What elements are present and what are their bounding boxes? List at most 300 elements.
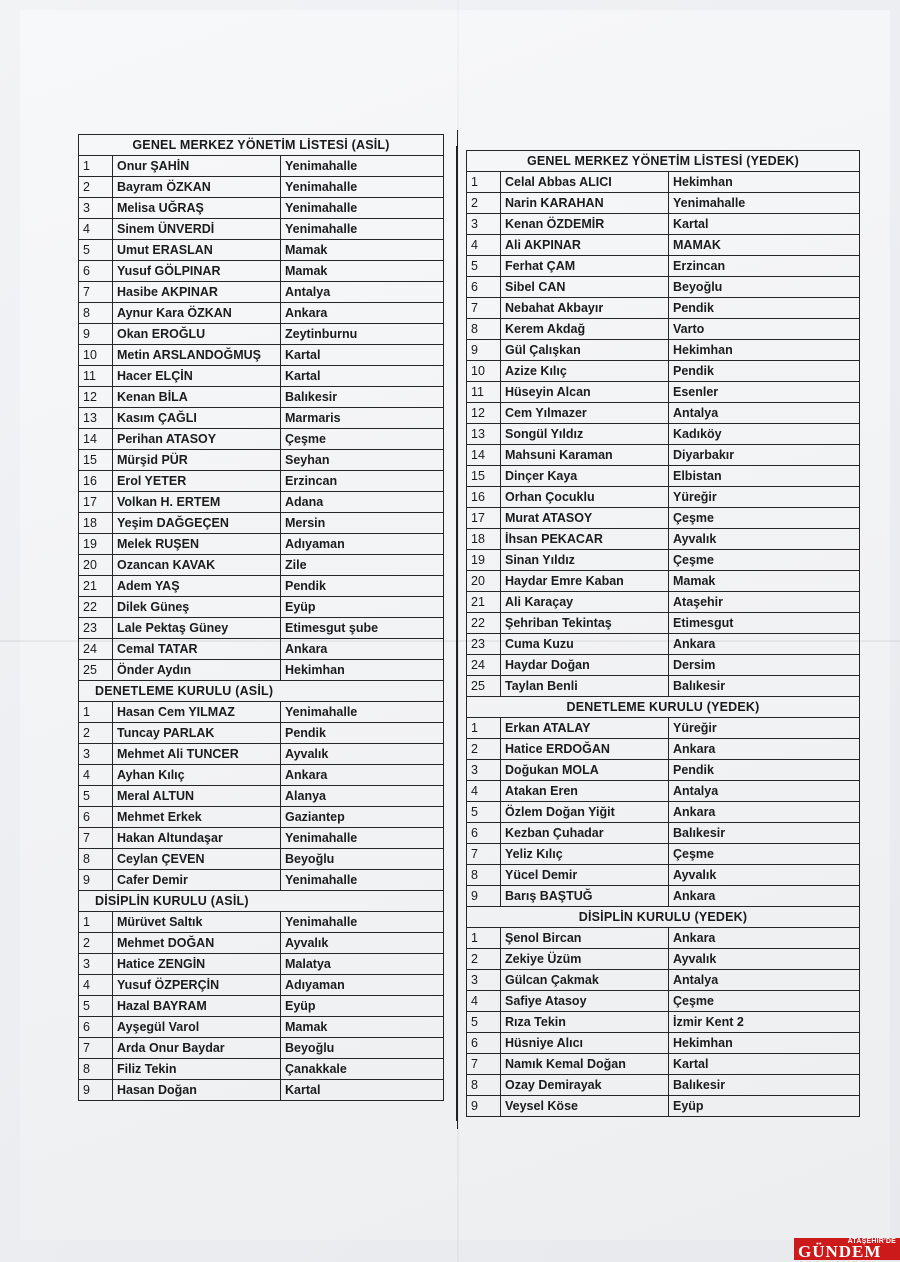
member-location: Etimesgut	[669, 613, 860, 634]
member-name: Sibel CAN	[501, 277, 669, 298]
left-column	[78, 134, 444, 1101]
table-row	[467, 760, 860, 781]
table-row	[467, 739, 860, 760]
row-number: 20	[79, 555, 113, 576]
row-number: 17	[79, 492, 113, 513]
member-name: Mehmet Erkek	[113, 807, 281, 828]
member-name: Yusuf GÖLPINAR	[113, 261, 281, 282]
table-row	[467, 886, 860, 907]
member-name: Gülcan Çakmak	[501, 970, 669, 991]
member-location: Erzincan	[281, 471, 444, 492]
table-row	[467, 445, 860, 466]
table-row	[467, 235, 860, 256]
member-name: Yeliz Kılıç	[501, 844, 669, 865]
table-row	[467, 361, 860, 382]
row-number: 18	[467, 529, 501, 550]
table-row	[79, 492, 444, 513]
member-location: Mamak	[281, 261, 444, 282]
row-number: 1	[467, 718, 501, 739]
member-name: Yeşim DAĞGEÇEN	[113, 513, 281, 534]
member-name: Songül Yıldız	[501, 424, 669, 445]
table-row	[79, 408, 444, 429]
section-title: DİSİPLİN KURULU (YEDEK)	[467, 907, 860, 928]
right-list-table	[466, 150, 860, 1117]
table-row	[79, 324, 444, 345]
table-row	[467, 466, 860, 487]
row-number: 4	[467, 991, 501, 1012]
member-name: Hazal BAYRAM	[113, 996, 281, 1017]
member-location: Ankara	[669, 802, 860, 823]
table-row	[79, 996, 444, 1017]
member-location: Yenimahalle	[281, 156, 444, 177]
member-location: Ayvalık	[669, 949, 860, 970]
table-row	[467, 193, 860, 214]
member-name: Mürşid PÜR	[113, 450, 281, 471]
left-list-table	[78, 134, 444, 1101]
table-row	[467, 949, 860, 970]
member-name: Rıza Tekin	[501, 1012, 669, 1033]
row-number: 17	[467, 508, 501, 529]
member-location: Hekimhan	[669, 172, 860, 193]
row-number: 14	[79, 429, 113, 450]
member-name: Tuncay PARLAK	[113, 723, 281, 744]
member-name: Cafer Demir	[113, 870, 281, 891]
table-row	[79, 702, 444, 723]
table-row	[79, 618, 444, 639]
section-title: DENETLEME KURULU (YEDEK)	[467, 697, 860, 718]
member-name: Dilek Güneş	[113, 597, 281, 618]
member-location: Beyoğlu	[281, 1038, 444, 1059]
row-number: 21	[467, 592, 501, 613]
row-number: 4	[79, 765, 113, 786]
member-location: Yenimahalle	[281, 870, 444, 891]
row-number: 22	[79, 597, 113, 618]
member-location: Mamak	[669, 571, 860, 592]
row-number: 6	[467, 277, 501, 298]
row-number: 24	[79, 639, 113, 660]
table-row	[467, 928, 860, 949]
row-number: 2	[79, 723, 113, 744]
table-row	[467, 382, 860, 403]
member-name: Hasibe AKPINAR	[113, 282, 281, 303]
table-row	[467, 1054, 860, 1075]
member-location: Varto	[669, 319, 860, 340]
member-name: Hüseyin Alcan	[501, 382, 669, 403]
row-number: 3	[467, 214, 501, 235]
row-number: 9	[467, 340, 501, 361]
row-number: 8	[79, 303, 113, 324]
member-location: Adana	[281, 492, 444, 513]
row-number: 4	[79, 975, 113, 996]
member-location: Ankara	[281, 765, 444, 786]
member-location: Zile	[281, 555, 444, 576]
table-row	[467, 592, 860, 613]
row-number: 10	[467, 361, 501, 382]
member-name: Erol YETER	[113, 471, 281, 492]
member-location: Ankara	[669, 739, 860, 760]
table-row	[79, 870, 444, 891]
member-location: Ayvalık	[669, 865, 860, 886]
member-location: Alanya	[281, 786, 444, 807]
row-number: 15	[467, 466, 501, 487]
member-location: Ankara	[281, 303, 444, 324]
table-row	[79, 345, 444, 366]
table-row	[467, 298, 860, 319]
row-number: 10	[79, 345, 113, 366]
row-number: 13	[79, 408, 113, 429]
row-number: 21	[79, 576, 113, 597]
member-location: Mamak	[281, 240, 444, 261]
row-number: 8	[79, 849, 113, 870]
row-number: 9	[467, 1096, 501, 1117]
row-number: 5	[79, 996, 113, 1017]
table-row	[467, 991, 860, 1012]
member-name: Filiz Tekin	[113, 1059, 281, 1080]
row-number: 3	[467, 760, 501, 781]
row-number: 9	[79, 1080, 113, 1101]
row-number: 5	[79, 786, 113, 807]
section-title: DENETLEME KURULU (ASİL)	[79, 681, 444, 702]
member-location: Yenimahalle	[281, 198, 444, 219]
member-name: Okan EROĞLU	[113, 324, 281, 345]
table-row	[79, 639, 444, 660]
table-row	[467, 571, 860, 592]
member-location: Antalya	[669, 970, 860, 991]
member-location: Kadıköy	[669, 424, 860, 445]
row-number: 7	[467, 844, 501, 865]
member-location: Çeşme	[669, 844, 860, 865]
member-name: Ayşegül Varol	[113, 1017, 281, 1038]
member-name: Yücel Demir	[501, 865, 669, 886]
member-location: Ankara	[669, 634, 860, 655]
section-title: GENEL MERKEZ YÖNETİM LİSTESİ (ASİL)	[79, 135, 444, 156]
right-column-border	[456, 146, 467, 1121]
row-number: 15	[79, 450, 113, 471]
member-location: Zeytinburnu	[281, 324, 444, 345]
table-row	[79, 1038, 444, 1059]
table-row	[79, 555, 444, 576]
member-location: Ayvalık	[281, 933, 444, 954]
member-location: Pendik	[669, 361, 860, 382]
table-row	[467, 844, 860, 865]
member-location: Seyhan	[281, 450, 444, 471]
table-row	[467, 802, 860, 823]
row-number: 5	[467, 256, 501, 277]
row-number: 5	[467, 802, 501, 823]
member-location: Yüreğir	[669, 718, 860, 739]
table-row	[467, 823, 860, 844]
member-name: Haydar Doğan	[501, 655, 669, 676]
table-row	[467, 529, 860, 550]
member-name: Cem Yılmazer	[501, 403, 669, 424]
member-location: Kartal	[281, 345, 444, 366]
row-number: 12	[467, 403, 501, 424]
member-location: Yenimahalle	[281, 219, 444, 240]
member-location: Balıkesir	[669, 823, 860, 844]
right-column	[466, 150, 860, 1117]
member-name: Kenan ÖZDEMİR	[501, 214, 669, 235]
member-location: Kartal	[669, 1054, 860, 1075]
member-location: Pendik	[669, 298, 860, 319]
row-number: 6	[79, 261, 113, 282]
member-location: Beyoğlu	[669, 277, 860, 298]
row-number: 7	[467, 298, 501, 319]
member-name: Atakan Eren	[501, 781, 669, 802]
table-row	[79, 513, 444, 534]
member-name: Azize Kılıç	[501, 361, 669, 382]
row-number: 1	[467, 928, 501, 949]
member-location: Balıkesir	[669, 676, 860, 697]
table-row	[79, 954, 444, 975]
table-row	[79, 387, 444, 408]
member-name: Hasan Cem YILMAZ	[113, 702, 281, 723]
table-row	[79, 156, 444, 177]
member-name: Şenol Bircan	[501, 928, 669, 949]
row-number: 6	[467, 1033, 501, 1054]
member-name: Murat ATASOY	[501, 508, 669, 529]
table-row	[79, 975, 444, 996]
member-location: Ankara	[281, 639, 444, 660]
table-row	[79, 261, 444, 282]
row-number: 3	[79, 744, 113, 765]
row-number: 25	[467, 676, 501, 697]
table-row	[79, 471, 444, 492]
member-name: Narin KARAHAN	[501, 193, 669, 214]
member-name: Önder Aydın	[113, 660, 281, 681]
member-name: Cuma Kuzu	[501, 634, 669, 655]
member-name: Kenan BİLA	[113, 387, 281, 408]
table-row	[467, 718, 860, 739]
member-location: Kartal	[281, 366, 444, 387]
member-location: Etimesgut şube	[281, 618, 444, 639]
member-location: Esenler	[669, 382, 860, 403]
member-name: Mürüvet Saltık	[113, 912, 281, 933]
row-number: 3	[79, 198, 113, 219]
table-row	[467, 340, 860, 361]
table-row	[467, 277, 860, 298]
section-header-row	[467, 697, 860, 718]
row-number: 5	[467, 1012, 501, 1033]
member-name: Dinçer Kaya	[501, 466, 669, 487]
member-location: Antalya	[669, 781, 860, 802]
member-location: Antalya	[669, 403, 860, 424]
member-name: Hacer ELÇİN	[113, 366, 281, 387]
section-header-row	[79, 135, 444, 156]
member-name: Metin ARSLANDOĞMUŞ	[113, 345, 281, 366]
row-number: 12	[79, 387, 113, 408]
member-location: Eyüp	[281, 996, 444, 1017]
table-row	[467, 550, 860, 571]
table-row	[467, 1075, 860, 1096]
member-location: Çanakkale	[281, 1059, 444, 1080]
member-location: Yenimahalle	[281, 912, 444, 933]
table-row	[79, 1017, 444, 1038]
member-location: Ankara	[669, 886, 860, 907]
member-name: Kerem Akdağ	[501, 319, 669, 340]
table-row	[467, 508, 860, 529]
member-location: Adıyaman	[281, 975, 444, 996]
member-name: Nebahat Akbayır	[501, 298, 669, 319]
table-row	[79, 282, 444, 303]
row-number: 7	[79, 828, 113, 849]
table-row	[467, 319, 860, 340]
member-location: Adıyaman	[281, 534, 444, 555]
member-location: Ataşehir	[669, 592, 860, 613]
member-name: Safiye Atasoy	[501, 991, 669, 1012]
member-name: Kasım ÇAĞLI	[113, 408, 281, 429]
member-location: MAMAK	[669, 235, 860, 256]
member-name: Umut ERASLAN	[113, 240, 281, 261]
section-header-row	[467, 151, 860, 172]
row-number: 22	[467, 613, 501, 634]
member-name: Hatice ERDOĞAN	[501, 739, 669, 760]
watermark-logo	[794, 1238, 900, 1260]
member-name: Celal Abbas ALICI	[501, 172, 669, 193]
member-location: Ankara	[669, 928, 860, 949]
member-name: İhsan PEKACAR	[501, 529, 669, 550]
table-row	[79, 198, 444, 219]
row-number: 18	[79, 513, 113, 534]
left-list-body	[79, 135, 444, 1101]
member-name: Perihan ATASOY	[113, 429, 281, 450]
row-number: 9	[79, 870, 113, 891]
member-location: Pendik	[281, 723, 444, 744]
member-location: Yenimahalle	[281, 702, 444, 723]
row-number: 14	[467, 445, 501, 466]
member-location: Antalya	[281, 282, 444, 303]
row-number: 3	[79, 954, 113, 975]
row-number: 16	[467, 487, 501, 508]
member-name: Kezban Çuhadar	[501, 823, 669, 844]
member-name: Melek RUŞEN	[113, 534, 281, 555]
table-row	[467, 487, 860, 508]
table-row	[79, 366, 444, 387]
table-row	[79, 534, 444, 555]
member-name: Hüsniye Alıcı	[501, 1033, 669, 1054]
member-name: Cemal TATAR	[113, 639, 281, 660]
row-number: 2	[79, 933, 113, 954]
member-location: İzmir Kent 2	[669, 1012, 860, 1033]
member-name: Aynur Kara ÖZKAN	[113, 303, 281, 324]
table-row	[79, 849, 444, 870]
member-location: Diyarbakır	[669, 445, 860, 466]
member-name: Şehriban Tekintaş	[501, 613, 669, 634]
member-name: Zekiye Üzüm	[501, 949, 669, 970]
member-location: Çeşme	[281, 429, 444, 450]
member-name: Namık Kemal Doğan	[501, 1054, 669, 1075]
section-header-row	[79, 681, 444, 702]
member-name: Özlem Doğan Yiğit	[501, 802, 669, 823]
member-name: Bayram ÖZKAN	[113, 177, 281, 198]
member-name: Hakan Altundaşar	[113, 828, 281, 849]
member-name: Veysel Köse	[501, 1096, 669, 1117]
table-row	[79, 576, 444, 597]
table-row	[467, 1096, 860, 1117]
member-location: Çeşme	[669, 991, 860, 1012]
row-number: 2	[467, 739, 501, 760]
member-name: Volkan H. ERTEM	[113, 492, 281, 513]
row-number: 16	[79, 471, 113, 492]
table-row	[467, 781, 860, 802]
member-name: Ceylan ÇEVEN	[113, 849, 281, 870]
member-name: Adem YAŞ	[113, 576, 281, 597]
member-location: Hekimhan	[669, 1033, 860, 1054]
member-location: Mamak	[281, 1017, 444, 1038]
row-number: 1	[79, 156, 113, 177]
member-location: Balıkesir	[669, 1075, 860, 1096]
member-name: Haydar Emre Kaban	[501, 571, 669, 592]
table-row	[79, 723, 444, 744]
row-number: 23	[467, 634, 501, 655]
member-location: Hekimhan	[281, 660, 444, 681]
table-row	[467, 214, 860, 235]
member-location: Çeşme	[669, 508, 860, 529]
table-row	[467, 424, 860, 445]
member-name: Ali Karaçay	[501, 592, 669, 613]
member-location: Yenimahalle	[669, 193, 860, 214]
section-title: GENEL MERKEZ YÖNETİM LİSTESİ (YEDEK)	[467, 151, 860, 172]
member-location: Malatya	[281, 954, 444, 975]
row-number: 5	[79, 240, 113, 261]
table-row	[79, 1059, 444, 1080]
table-row	[79, 828, 444, 849]
member-location: Eyüp	[281, 597, 444, 618]
member-location: Hekimhan	[669, 340, 860, 361]
section-header-row	[467, 907, 860, 928]
table-row	[79, 219, 444, 240]
table-row	[467, 403, 860, 424]
member-location: Pendik	[669, 760, 860, 781]
member-location: Beyoğlu	[281, 849, 444, 870]
row-number: 8	[467, 319, 501, 340]
watermark-top-text: ATAŞEHİR'DE	[847, 1238, 896, 1245]
row-number: 13	[467, 424, 501, 445]
row-number: 2	[467, 949, 501, 970]
member-name: Sinan Yıldız	[501, 550, 669, 571]
row-number: 6	[79, 807, 113, 828]
row-number: 4	[79, 219, 113, 240]
member-name: Ozancan KAVAK	[113, 555, 281, 576]
row-number: 9	[79, 324, 113, 345]
member-location: Pendik	[281, 576, 444, 597]
member-location: Kartal	[281, 1080, 444, 1101]
table-row	[79, 744, 444, 765]
member-location: Ayvalık	[281, 744, 444, 765]
member-location: Elbistan	[669, 466, 860, 487]
table-row	[467, 1012, 860, 1033]
table-row	[467, 865, 860, 886]
member-name: Onur ŞAHİN	[113, 156, 281, 177]
table-row	[467, 655, 860, 676]
table-row	[467, 256, 860, 277]
table-row	[467, 676, 860, 697]
row-number: 1	[79, 912, 113, 933]
member-name: Mehmet Ali TUNCER	[113, 744, 281, 765]
table-row	[467, 1033, 860, 1054]
table-row	[79, 240, 444, 261]
member-name: Sinem ÜNVERDİ	[113, 219, 281, 240]
table-row	[467, 613, 860, 634]
row-number: 6	[467, 823, 501, 844]
member-location: Balıkesir	[281, 387, 444, 408]
row-number: 8	[467, 865, 501, 886]
row-number: 1	[79, 702, 113, 723]
member-location: Yenimahalle	[281, 177, 444, 198]
table-row	[79, 660, 444, 681]
row-number: 3	[467, 970, 501, 991]
member-location: Eyüp	[669, 1096, 860, 1117]
member-name: Erkan ATALAY	[501, 718, 669, 739]
